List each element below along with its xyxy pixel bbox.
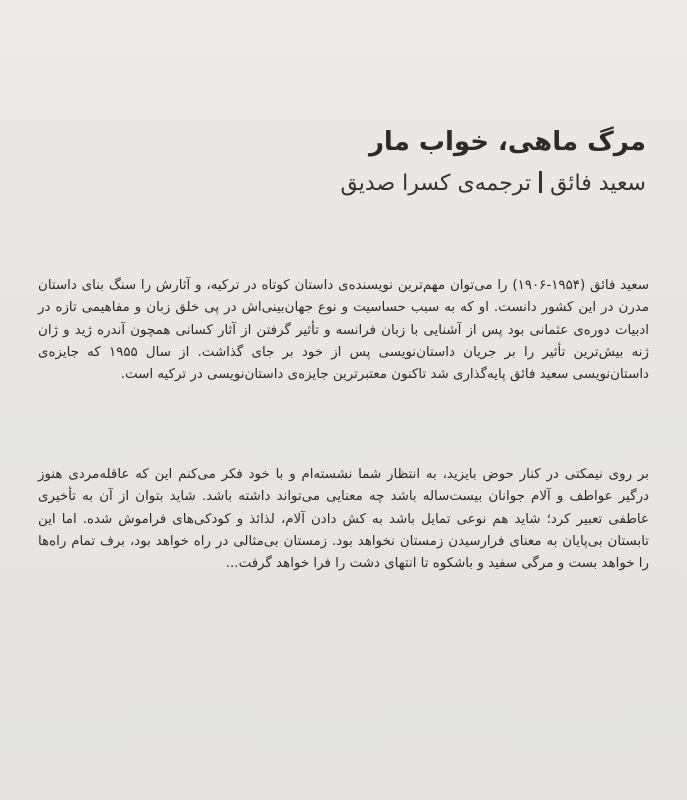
book-title: مرگ ماهی، خواب مار: [368, 127, 646, 157]
excerpt-paragraph: بر روی نیمکتی در کنار حوض بایزید، به انتظار شما نشسته‌ام و با خود فکر می‌کنم این که عاقله‌مردی هنوز درگیر عواطف و آلام جوانان بیست‌ساله باشد چه معنایی می‌تواند داشته باشد. شاید بتوان از آن به تأخیری عاطفی تعبیر کرد؛ شاید هم نوعی تمایل باشد به کش دادن آلام، لذائذ و کودکی‌های فراموش شده. اما این تابستان بی‌پایان به معنای فرارسیدن زمستان نخواهد بود. زمستان بی‌مثالی در راه خواهد بود، برف تمام راه‌ها را خواهد بست و مرگی سفید و باشکوه تا انتهای دشت را فرا خواهد گرفت...: [38, 467, 649, 572]
author-bio-paragraph: سعید فائق (۱۹۵۴-۱۹۰۶) را می‌توان مهم‌ترین نویسنده‌ی داستان کوتاه در ترکیه، و آثارش را سنگ بنای داستان مدرن در این کشور دانست. او که به سبب حساسیت و نوع جهان‌بینی‌اش در پی خلق زبان و مفاهیمی تازه در ادبیات دوره‌ی عثمانی بود پس از آشنایی با زبان فرانسه و تأثیر گرفتن از آثار کسانی همچون آندره ژید و ژان ژنه بیش‌ترین تأثیر را بر جریان داستان‌نویسی پس از خود بر جای گذاشت. از سال ۱۹۵۵ که جایزه‌ی داستان‌نویسی سعید فائق پایه‌گذاری شد تاکنون معتبرترین جایزه‌ی داستان‌نویسی در ترکیه است.: [38, 278, 649, 383]
title-block: [226, 122, 646, 202]
credits-separator: [539, 171, 542, 193]
credits-line: [226, 166, 646, 202]
translator-credit: ترجمه‌ی کسرا صدیق: [340, 171, 532, 196]
author-name: سعید فائق: [550, 171, 646, 196]
